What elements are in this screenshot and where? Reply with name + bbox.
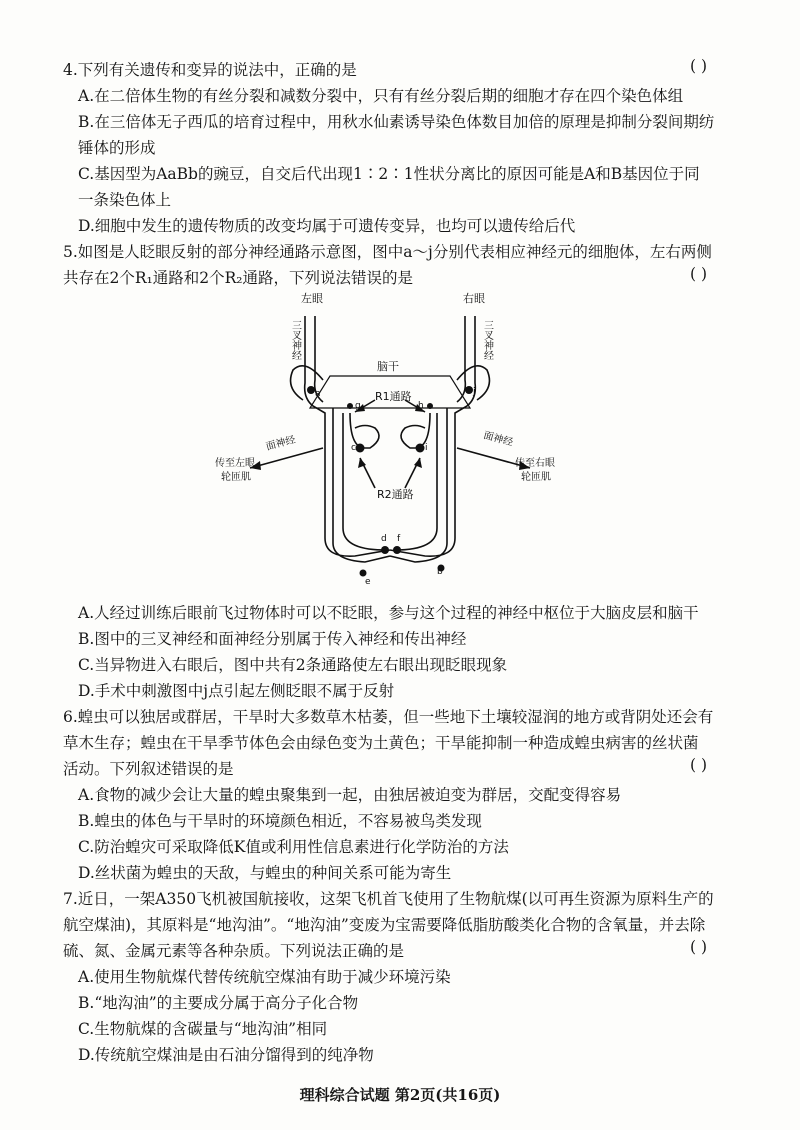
brainstem-label: 脑干 xyxy=(377,360,399,373)
q6-option-b: B.蝗虫的体色与干旱时的环境颜色相近，不容易被鸟类发现 xyxy=(78,812,482,830)
left-eye-label: 左眼 xyxy=(301,292,323,305)
left-facial-nerve-label: 面神经 xyxy=(264,434,297,453)
q5-option-a: A.人经过训练后眼前飞过物体时可以不眨眼，参与这个过程的神经中枢位于大脑皮层和脑干 xyxy=(78,604,699,622)
label-a: a xyxy=(315,389,321,399)
left-trigeminal-label: 三叉神经 xyxy=(289,320,301,360)
q7-option-a: A.使用生物航煤代替传统航空煤油有助于减少环境污染 xyxy=(78,968,451,986)
q7-stem-line3: 硫、氮、金属元素等各种杂质。下列说法正确的是 xyxy=(63,942,405,960)
right-trigeminal-label: 三叉神经 xyxy=(481,320,493,360)
right-eye-label: 右眼 xyxy=(463,292,485,305)
q7-option-c: C.生物航煤的含碳量与“地沟油”相同 xyxy=(78,1020,328,1038)
page-footer: 理科综合试题 第2页(共16页) xyxy=(299,1086,501,1104)
q6-stem-line2: 草木生存；蝗虫在干旱季节体色会由绿色变为土黄色；干旱能抑制一种造成蝗虫病害的丝状菌 xyxy=(63,734,699,752)
right-facial-nerve-label: 面神经 xyxy=(482,430,515,449)
r1-label: R1通路 xyxy=(375,390,412,403)
r2-label: R2通路 xyxy=(377,488,414,501)
left-muscle-label: 轮匝肌 xyxy=(221,472,251,483)
label-b: b xyxy=(437,567,443,577)
label-e: e xyxy=(365,577,371,587)
q6-stem-line1: 6.蝗虫可以独居或群居，干旱时大多数草木枯萎，但一些地下土壤较湿润的地方或背阴处还会有 xyxy=(63,708,714,726)
q4-option-c-line2: 一条染色体上 xyxy=(78,191,172,209)
q4-option-b-line2: 锤体的形成 xyxy=(78,139,156,157)
q4-option-b-line1: B.在三倍体无子西瓜的培育过程中，用秋水仙素诱导染色体数目加倍的原理是抑制分裂间期纺 xyxy=(78,113,715,131)
q4-option-a: A.在二倍体生物的有丝分裂和减数分裂中，只有有丝分裂后期的细胞才存在四个染色体组 xyxy=(78,87,684,105)
q5-option-b: B.图中的三叉神经和面神经分别属于传入神经和传出神经 xyxy=(78,630,467,648)
q5-stem-line2: 共存在2个R₁通路和2个R₂通路，下列说法错误的是 xyxy=(63,269,413,287)
q5-answer-bracket: ( ) xyxy=(690,265,708,283)
q7-stem-line2: 航空煤油)，其原料是“地沟油”。“地沟油”变废为宝需要降低脂肪酸类化合物的含氧量，并去除 xyxy=(63,916,706,934)
q7-answer-bracket: ( ) xyxy=(690,938,708,956)
label-d: d xyxy=(381,534,387,544)
label-h: h xyxy=(418,401,424,411)
label-f: f xyxy=(397,534,401,544)
q7-option-d: D.传统航空煤油是由石油分馏得到的纯净物 xyxy=(78,1046,374,1064)
q6-option-a: A.食物的减少会让大量的蝗虫聚集到一起，由独居被迫变为群居，交配变得容易 xyxy=(78,786,622,804)
q4-option-d: D.细胞中发生的遗传物质的改变均属于可遗传变异，也均可以遗传给后代 xyxy=(78,217,576,235)
q6-option-c: C.防治蝗灾可采取降低K值或利用性信息素进行化学防治的方法 xyxy=(78,838,509,856)
q6-option-d: D.丝状菌为蝗虫的天敌，与蝗虫的种间关系可能为寄生 xyxy=(78,864,452,882)
to-left-eye-label: 传至左眼 xyxy=(215,458,255,469)
q7-option-b: B.“地沟油”的主要成分属于高分子化合物 xyxy=(78,994,359,1012)
q6-answer-bracket: ( ) xyxy=(690,756,708,774)
q4-option-c-line1: C.基因型为AaBb的豌豆，自交后代出现1∶2∶1性状分离比的原因可能是A和B基因位于同 xyxy=(78,165,700,183)
q6-stem-line3: 活动。下列叙述错误的是 xyxy=(63,760,234,778)
label-g: g xyxy=(355,401,361,411)
label-c: c xyxy=(351,443,356,453)
blink-reflex-diagram xyxy=(215,288,565,598)
label-i: i xyxy=(425,443,428,453)
q5-option-d: D.手术中刺激图中j点引起左侧眨眼不属于反射 xyxy=(78,682,395,700)
q7-stem-line1: 7.近日，一架A350飞机被国航接收，这架飞机首飞使用了生物航煤(以可再生资源为原料生产的 xyxy=(63,890,714,908)
q4-answer-bracket: ( ) xyxy=(690,57,708,75)
q4-stem: 4.下列有关遗传和变异的说法中，正确的是 xyxy=(63,61,357,79)
right-muscle-label: 轮匝肌 xyxy=(521,472,551,483)
label-j: j xyxy=(473,387,476,397)
to-right-eye-label: 传至右眼 xyxy=(515,458,555,469)
q5-stem-line1: 5.如图是人眨眼反射的部分神经通路示意图，图中a～j分别代表相应神经元的细胞体，左右两侧 xyxy=(63,243,712,261)
q5-option-c: C.当异物进入右眼后，图中共有2条通路使左右眼出现眨眼现象 xyxy=(78,656,508,674)
